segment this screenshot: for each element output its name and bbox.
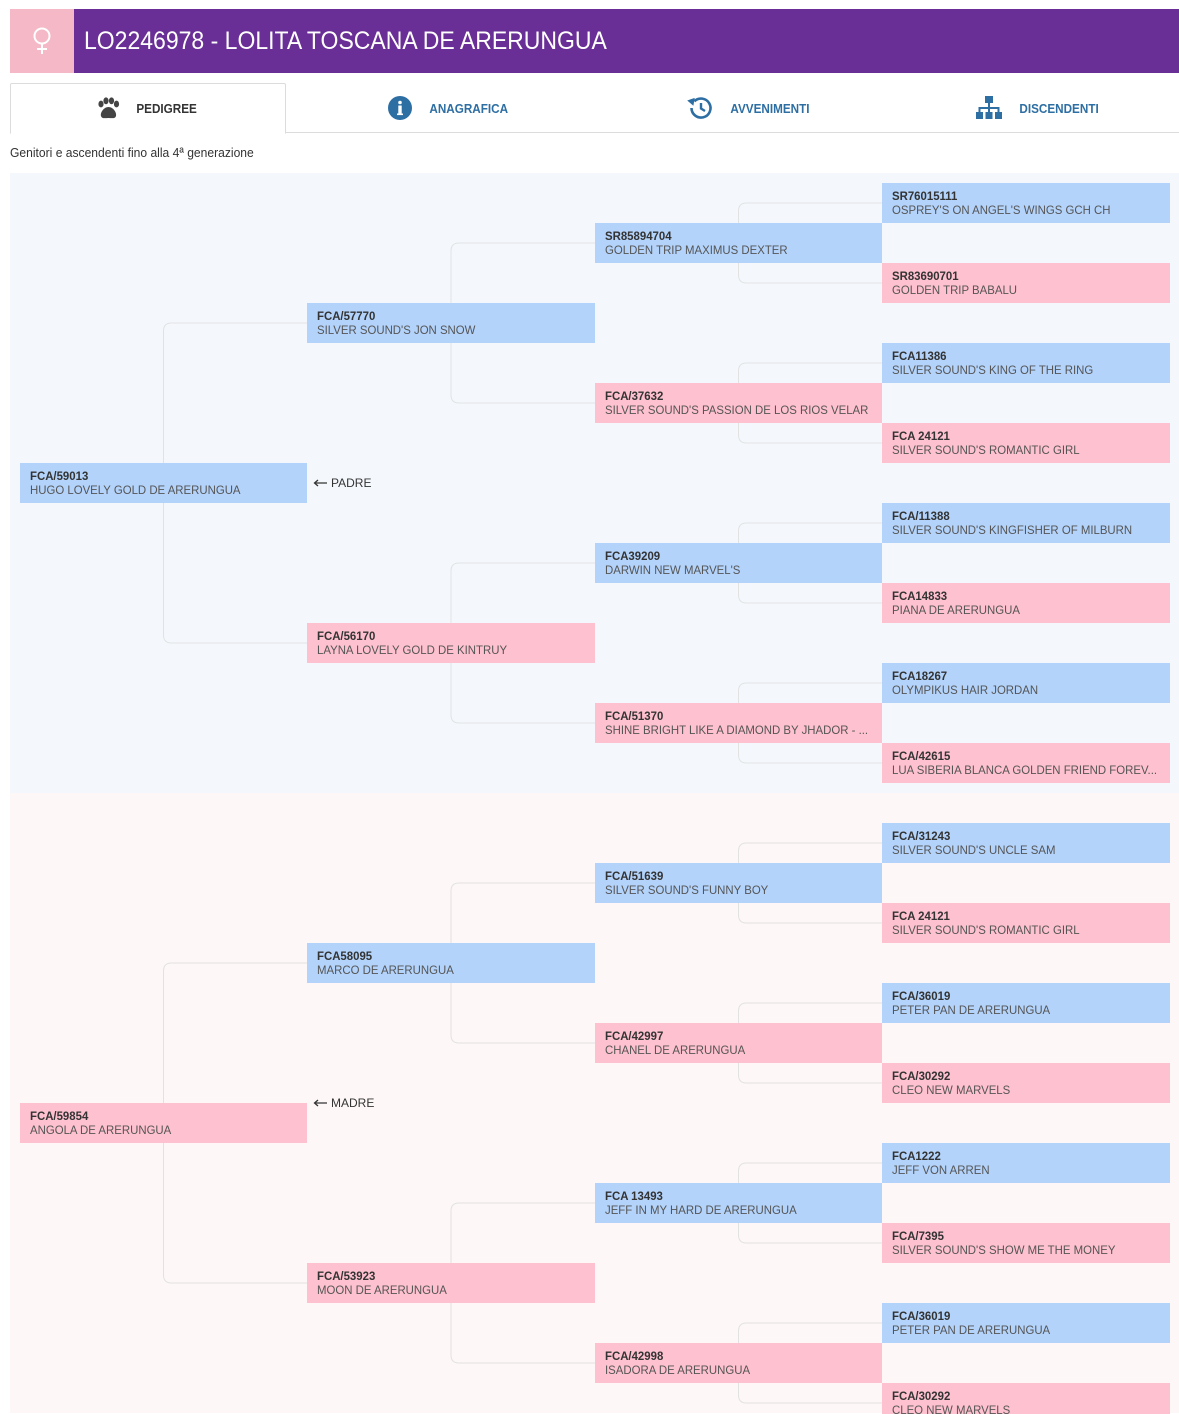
pedigree-node-name: SILVER SOUND'S SHOW ME THE MONEY (892, 1243, 1116, 1257)
pedigree-node-name: CLEO NEW MARVELS (892, 1403, 1011, 1414)
pedigree-node-g4-4[interactable] (882, 503, 1170, 543)
pedigree-node-name: CHANEL DE ARERUNGUA (605, 1043, 746, 1057)
pedigree-node-name: MOON DE ARERUNGUA (317, 1283, 447, 1297)
pedigree-node-reg: FCA/42615 (892, 749, 951, 763)
pedigree-node-g4-1[interactable] (882, 263, 1170, 303)
pedigree-node-g2-1[interactable] (307, 623, 595, 663)
pedigree-node-reg: FCA/36019 (892, 1309, 951, 1323)
dam-role-label (313, 1096, 374, 1110)
pedigree-node-reg: FCA/30292 (892, 1069, 951, 1083)
tab-pedigree-label: PEDIGREE (136, 101, 198, 116)
pedigree-node-reg: FCA/59013 (30, 469, 89, 483)
pedigree-node-name: SILVER SOUND'S KING OF THE RING (892, 363, 1094, 377)
page-title: LO2246978 - LOLITA TOSCANA DE ARERUNGUA (84, 27, 607, 55)
pedigree-node-g3-2[interactable] (595, 543, 882, 583)
pedigree-node-name: ISADORA DE ARERUNGUA (605, 1363, 751, 1377)
pedigree-node-g3-1[interactable] (595, 383, 882, 423)
pedigree-node-g4-12[interactable] (882, 1143, 1170, 1183)
pedigree-node-name: OSPREY'S ON ANGEL'S WINGS GCH CH (892, 203, 1111, 217)
pedigree-node-g4-3[interactable] (882, 423, 1170, 463)
pedigree-node-reg: FCA/56170 (317, 629, 376, 643)
pedigree-node-g4-7[interactable] (882, 743, 1170, 783)
arrow-left-icon (313, 479, 327, 487)
pedigree-node-reg: FCA/30292 (892, 1389, 951, 1403)
pedigree-node-g4-9[interactable] (882, 903, 1170, 943)
pedigree-node-name: DARWIN NEW MARVEL'S (605, 563, 741, 577)
sex-badge (10, 9, 74, 73)
pedigree-node-reg: FCA/37632 (605, 389, 664, 403)
pedigree-node-reg: FCA/53923 (317, 1269, 376, 1283)
pedigree-node-name: SILVER SOUND'S FUNNY BOY (605, 883, 769, 897)
pedigree-node-name: CLEO NEW MARVELS (892, 1083, 1011, 1097)
pedigree-node-g3-5[interactable] (595, 1023, 882, 1063)
pedigree-node-name: SILVER SOUND'S PASSION DE LOS RIOS VELAR (605, 403, 869, 417)
pedigree-node-name: SILVER SOUND'S ROMANTIC GIRL (892, 923, 1080, 937)
pedigree-node-name: ANGOLA DE ARERUNGUA (30, 1123, 172, 1137)
page-header (10, 9, 1179, 73)
pedigree-node-reg: FCA/11388 (892, 509, 950, 523)
pedigree-node-g3-6[interactable] (595, 1183, 882, 1223)
pedigree-node-name: LAYNA LOVELY GOLD DE KINTRUY (317, 643, 508, 657)
pedigree-node-name: JEFF IN MY HARD DE ARERUNGUA (605, 1203, 797, 1217)
arrow-left-icon (313, 1099, 327, 1107)
tab-discendenti[interactable] (900, 83, 1179, 133)
pedigree-node-reg: FCA14833 (892, 589, 948, 603)
pedigree-node-g4-11[interactable] (882, 1063, 1170, 1103)
pedigree-node-reg: FCA 24121 (892, 909, 950, 923)
sire-role-label (313, 476, 371, 490)
pedigree-node-g4-14[interactable] (882, 1303, 1170, 1343)
pedigree-node-name: OLYMPIKUS HAIR JORDAN (892, 683, 1039, 697)
pedigree-node-reg: FCA/59854 (30, 1109, 89, 1123)
tab-pedigree[interactable] (10, 83, 286, 134)
pedigree-node-g4-6[interactable] (882, 663, 1170, 703)
history-icon (686, 95, 714, 121)
pedigree-node-name: PETER PAN DE ARERUNGUA (892, 1003, 1051, 1017)
pedigree-node-reg: FCA18267 (892, 669, 948, 683)
pedigree-node-name: SILVER SOUND'S UNCLE SAM (892, 843, 1056, 857)
pedigree-node-name: SILVER SOUND'S KINGFISHER OF MILBURN (892, 523, 1133, 537)
pedigree-node-name: SILVER SOUND'S JON SNOW (317, 323, 476, 337)
pedigree-node-reg: SR85894704 (605, 229, 672, 243)
sitemap-icon (975, 95, 1003, 121)
pedigree-node-reg: FCA/36019 (892, 989, 951, 1003)
pedigree-node-g3-0[interactable] (595, 223, 882, 263)
pedigree-node-g4-10[interactable] (882, 983, 1170, 1023)
tab-anagrafica[interactable] (300, 83, 600, 133)
pedigree-node-reg: FCA58095 (317, 949, 373, 963)
pedigree-node-g2-2[interactable] (307, 943, 595, 983)
pedigree-node-name: PIANA DE ARERUNGUA (892, 603, 1020, 617)
pedigree-node-name: MARCO DE ARERUNGUA (317, 963, 454, 977)
pedigree-node-name: GOLDEN TRIP MAXIMUS DEXTER (605, 243, 788, 257)
pedigree-node-name: PETER PAN DE ARERUNGUA (892, 1323, 1051, 1337)
paw-icon (95, 97, 121, 121)
pedigree-node-reg: FCA/51639 (605, 869, 664, 883)
female-icon (31, 26, 53, 56)
pedigree-node-reg: FCA/31243 (892, 829, 951, 843)
dam-role-text: MADRE (331, 1096, 375, 1110)
pedigree-node-reg: FCA 13493 (605, 1189, 663, 1203)
tab-bar (10, 83, 1179, 133)
pedigree-node-g1-0[interactable] (20, 463, 307, 503)
sire-role-text: PADRE (331, 476, 372, 490)
pedigree-node-g4-5[interactable] (882, 583, 1170, 623)
pedigree-node-g4-8[interactable] (882, 823, 1170, 863)
pedigree-node-name: GOLDEN TRIP BABALU (892, 283, 1018, 297)
pedigree-node-g4-15[interactable] (882, 1383, 1170, 1414)
pedigree-node-reg: SR76015111 (892, 189, 958, 203)
tab-avvenimenti-label: AVVENIMENTI (730, 100, 810, 116)
pedigree-node-g3-7[interactable] (595, 1343, 882, 1383)
info-icon (387, 95, 413, 121)
pedigree-node-reg: FCA39209 (605, 549, 661, 563)
pedigree-node-g2-0[interactable] (307, 303, 595, 343)
pedigree-node-reg: FCA 24121 (892, 429, 950, 443)
pedigree-node-g2-3[interactable] (307, 1263, 595, 1303)
pedigree-node-name: HUGO LOVELY GOLD DE ARERUNGUA (30, 483, 241, 497)
tab-avvenimenti[interactable] (600, 83, 900, 133)
pedigree-node-reg: FCA1222 (892, 1149, 941, 1163)
pedigree-node-name: SHINE BRIGHT LIKE A DIAMOND BY JHADOR - ... (605, 723, 869, 737)
pedigree-subtitle: Genitori e ascendenti fino alla 4ª generazione (10, 145, 254, 160)
pedigree-node-name: JEFF VON ARREN (892, 1163, 990, 1177)
tab-discendenti-label: DISCENDENTI (1019, 100, 1100, 116)
pedigree-node-g4-13[interactable] (882, 1223, 1170, 1263)
pedigree-node-reg: FCA/51370 (605, 709, 664, 723)
pedigree-node-reg: FCA/57770 (317, 309, 376, 323)
pedigree-node-reg: FCA/42998 (605, 1349, 664, 1363)
pedigree-node-name: SILVER SOUND'S ROMANTIC GIRL (892, 443, 1080, 457)
pedigree-node-reg: FCA/42997 (605, 1029, 664, 1043)
pedigree-node-g4-2[interactable] (882, 343, 1170, 383)
tab-anagrafica-label: ANAGRAFICA (429, 100, 509, 116)
pedigree-node-reg: SR83690701 (892, 269, 959, 283)
pedigree-node-reg: FCA11386 (892, 349, 947, 363)
pedigree-node-g3-3[interactable] (595, 703, 882, 743)
pedigree-node-g3-4[interactable] (595, 863, 882, 903)
pedigree-node-g1-1[interactable] (20, 1103, 307, 1143)
pedigree-node-name: LUA SIBERIA BLANCA GOLDEN FRIEND FOREV... (892, 763, 1158, 777)
pedigree-node-g4-0[interactable] (882, 183, 1170, 223)
pedigree-node-reg: FCA/7395 (892, 1229, 944, 1243)
